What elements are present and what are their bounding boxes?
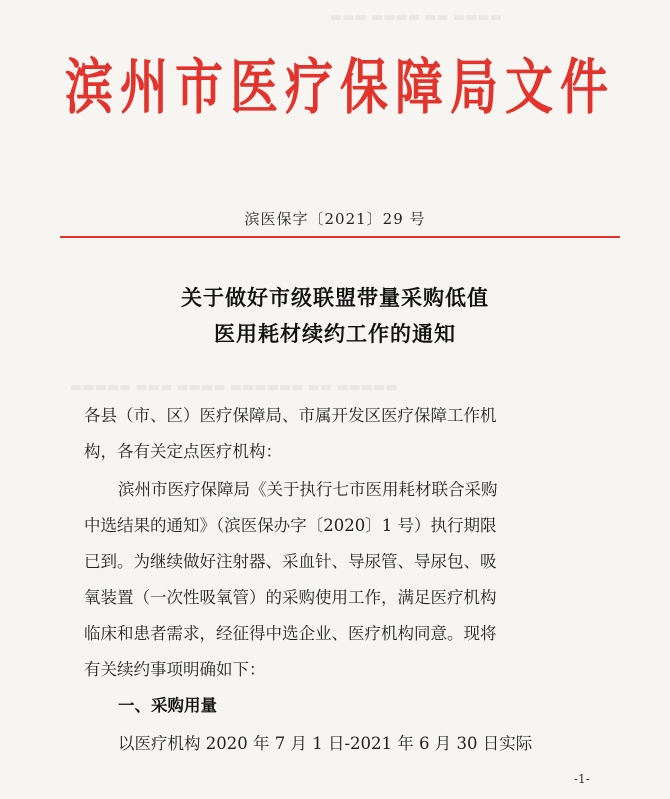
bleed-through-marks: ▬▬▬▬▬ ▬▬▬ ▬▬▬▬ ▬▬▬▬▬▬ ▬▬ ▬▬▬▬▬	[70, 380, 398, 395]
body-line: 有关续约事项明确如下：	[84, 660, 266, 679]
body-line: 滨州市医疗保障局《关于执行七市医用耗材联合采购	[118, 480, 498, 499]
body-line: 各县（市、区）医疗保障局、市属开发区医疗保障工作机	[84, 406, 497, 425]
document-number: 滨医保字〔2021〕29 号	[244, 210, 426, 228]
body-line: 临床和患者需求，经征得中选企业、医疗机构同意。现将	[84, 624, 497, 643]
body-line: 中选结果的通知》（滨医保办字〔2020〕1 号）执行期限	[84, 516, 497, 535]
bleed-through-marks: ▬▬▬ ▬▬▬▬ ▬▬ ▬▬▬▬	[330, 10, 503, 25]
body-line: 氧装置（一次性吸氧管）的采购使用工作，满足医疗机构	[84, 588, 497, 607]
body-line: 构，各有关定点医疗机构：	[84, 442, 282, 461]
notice-title-line-1: 关于做好市级联盟带量采购低值	[181, 286, 489, 310]
page-number: -1-	[574, 772, 590, 786]
issuer-red-header: 滨州市医疗保障局文件	[64, 53, 615, 123]
notice-title-line-2: 医用耗材续约工作的通知	[214, 322, 456, 346]
body-line: 已到。为继续做好注射器、采血针、导尿管、导尿包、吸	[84, 552, 497, 571]
body-line: 以医疗机构 2020 年 7 月 1 日-2021 年 6 月 30 日实际	[118, 734, 533, 753]
red-divider-line	[60, 236, 620, 238]
section-heading: 一、采购用量	[118, 696, 217, 715]
